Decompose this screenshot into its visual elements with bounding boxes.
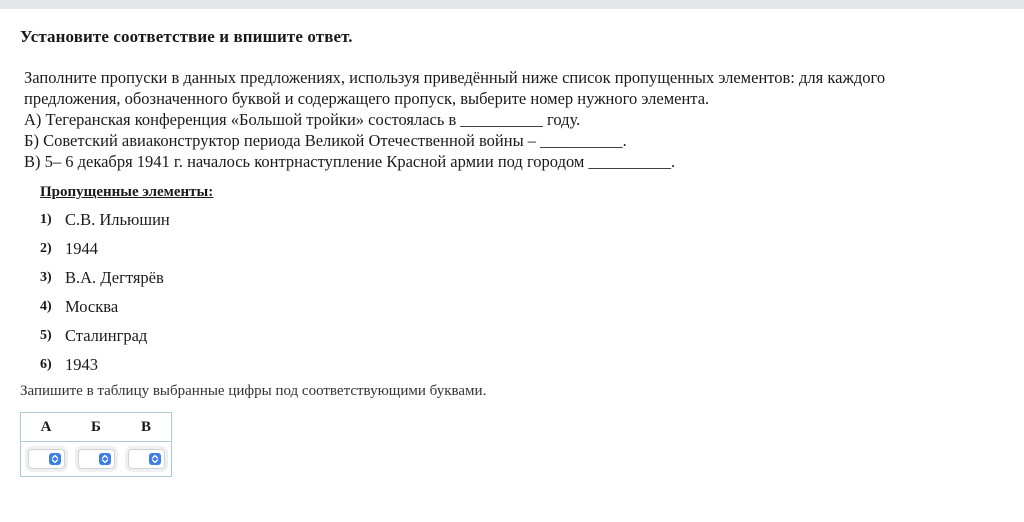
item-number: 5) (40, 327, 52, 343)
item-number: 4) (40, 298, 52, 314)
item-number: 1) (40, 211, 52, 227)
item-text: 1943 (65, 354, 98, 374)
missing-elements-heading: Пропущенные элементы: (40, 184, 214, 200)
sentence-a: А) Тегеранская конференция «Большой тройки» состоялась в __________ году. (24, 110, 581, 129)
item-number: 2) (40, 240, 52, 256)
prompt-intro-line-2: предложения, обозначенного буквой и содержащего пропуск, выберите номер нужного элемента. (24, 89, 710, 108)
list-item (40, 292, 170, 321)
answer-cell-b (71, 442, 121, 477)
answer-instruction: Запишите в таблицу выбранные цифры под соответствующими буквами. (20, 383, 487, 399)
answer-select-b[interactable] (78, 449, 115, 469)
column-header-c: В (121, 413, 172, 442)
answer-select-a[interactable] (28, 449, 65, 469)
item-number: 6) (40, 356, 52, 372)
list-item (40, 321, 170, 350)
task-prompt (24, 67, 997, 172)
list-item (40, 205, 170, 234)
prompt-intro-line-1: Заполните пропуски в данных предложениях, используя приведённый ниже список пропущенных элементов: для каждого (24, 68, 886, 87)
item-text: 1944 (65, 238, 98, 258)
answer-cell-a (21, 442, 72, 477)
answer-select-c[interactable] (128, 449, 165, 469)
item-text: В.А. Дегтярёв (65, 267, 164, 287)
list-item (40, 263, 170, 292)
item-number: 3) (40, 269, 52, 285)
column-header-a: А (21, 413, 72, 442)
up-down-chevron-icon (149, 453, 161, 465)
missing-elements-list (40, 205, 170, 379)
answer-input-row (21, 442, 172, 477)
list-item (40, 234, 170, 263)
top-bar (0, 0, 1024, 9)
column-header-b: Б (71, 413, 121, 442)
answer-table (20, 412, 172, 477)
sentence-c: В) 5– 6 декабря 1941 г. началось контрнаступление Красной армии под городом __________. (24, 152, 676, 171)
up-down-chevron-icon (49, 453, 61, 465)
up-down-chevron-icon (99, 453, 111, 465)
item-text: Москва (65, 296, 119, 316)
answer-cell-c (121, 442, 172, 477)
sentence-b: Б) Советский авиаконструктор периода Великой Отечественной войны – __________. (24, 131, 627, 150)
answer-header-row (21, 413, 172, 442)
item-text: Сталинград (65, 325, 148, 345)
list-item (40, 350, 170, 379)
task-title: Установите соответствие и впишите ответ. (20, 27, 353, 46)
item-text: С.В. Ильюшин (65, 209, 170, 229)
